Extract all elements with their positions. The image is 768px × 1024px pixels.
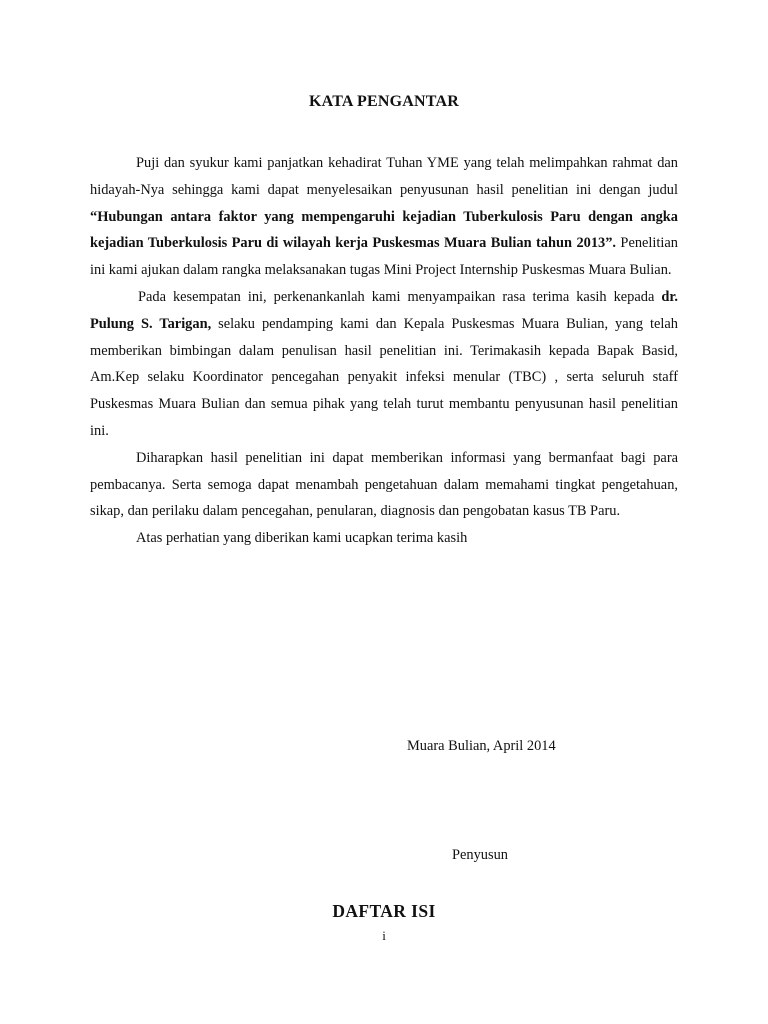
paragraph-2 <box>90 284 678 445</box>
paragraph-1-intro: Puji dan syukur kami panjatkan kehadirat Tuhan YME yang telah melimpahkan rahmat dan hidayah-Nya sehingga kami dapat menyelesaikan penyusunan hasil penelitian ini dengan judul <box>90 155 678 198</box>
paragraph-3: Diharapkan hasil penelitian ini dapat memberikan informasi yang bermanfaat bagi para pembacanya. Serta semoga dapat menambah pengetahuan dalam memahami tingkat pengetahuan, sikap, dan perilaku dalam pencegahan, penularan, diagnosis dan pengobatan kasus TB Paru. <box>90 449 678 520</box>
signature-place-date: Muara Bulian, April 2014 <box>407 738 556 754</box>
section-title-daftar-isi: DAFTAR ISI <box>332 901 436 921</box>
body-text <box>90 150 678 552</box>
page-number: i <box>382 928 386 943</box>
paragraph-2-tail: selaku pendamping kami dan Kepala Puskesmas Muara Bulian, yang telah memberikan bimbingan dalam penulisan hasil penelitian ini. Terimakasih kepada Bapak Basid, Am.Kep selaku Koordinator pencegahan penyakit infeksi menular (TBC) , serta seluruh staff Puskesmas Muara Bulian dan semua pihak yang telah turut membantu penyusunan hasil penelitian ini. <box>90 315 678 439</box>
research-title: “Hubungan antara faktor yang mempengaruhi kejadian Tuberkulosis Paru dengan angka kejadian Tuberkulosis Paru di wilayah kerja Puskesmas Muara Bulian tahun 2013”. <box>90 208 678 252</box>
paragraph-2-intro: Pada kesempatan ini, perkenankanlah kami menyampaikan rasa terima kasih kepada <box>138 288 662 305</box>
supervisor-name: dr. Pulung S. Tarigan, <box>90 288 678 332</box>
page-title: KATA PENGANTAR <box>309 93 459 110</box>
paragraph-1-tail: Penelitian ini kami ajukan dalam rangka melaksanakan tugas Mini Project Internship Puskesmas Muara Bulian. <box>90 235 678 279</box>
paragraph-1 <box>90 150 678 284</box>
signature-author: Penyusun <box>452 847 508 863</box>
paragraph-4: Atas perhatian yang diberikan kami ucapkan terima kasih <box>136 530 468 547</box>
